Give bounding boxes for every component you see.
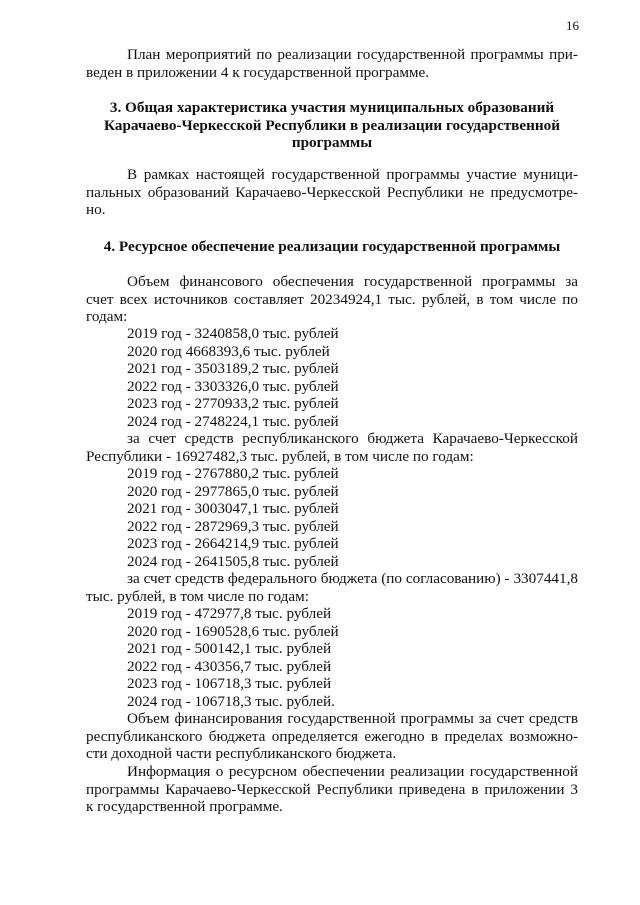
- paragraph-line: годам:: [86, 308, 128, 326]
- total-funding-by-year-list: [127, 325, 339, 430]
- list-item: 2019 год - 3240858,0 тыс. рублей: [127, 325, 339, 342]
- list-item: 2022 год - 430356,7 тыс. рублей: [127, 657, 332, 675]
- paragraph-line: Информация о ресурсном обеспечении реализации государственной: [127, 763, 578, 780]
- heading-line: 3. Общая характеристика участия муниципальных образований: [109, 99, 555, 116]
- list-item: 2024 год - 2641505,8 тыс. рублей: [127, 552, 339, 570]
- paragraph-line: веден в приложении 4 к государственной программе.: [86, 63, 430, 81]
- paragraph-line: Объем финансирования государственной программы за счет средств: [127, 710, 578, 727]
- list-item: 2024 год - 2748224,1 тыс. рублей: [127, 412, 339, 430]
- list-item: 2021 год - 500142,1 тыс. рублей: [127, 640, 332, 657]
- list-item: 2024 год - 106718,3 тыс. рублей.: [127, 692, 335, 710]
- paragraph-regional-budget: [86, 430, 578, 465]
- paragraph-federal-budget: [86, 570, 578, 605]
- regional-budget-by-year-list: [127, 465, 339, 570]
- heading-line: Карачаево-Черкесской Республики в реализации государственной: [104, 116, 560, 134]
- page-number: 16: [566, 18, 579, 33]
- paragraph-line: Объем финансового обеспечения государственной программы за: [127, 273, 578, 290]
- paragraph-line: к государственной программе.: [86, 798, 283, 816]
- paragraph-line: республиканского бюджета определяется ежегодно в пределах возможно-: [86, 727, 578, 745]
- paragraph-total-funding: [86, 273, 578, 326]
- list-item: 2020 год - 1690528,6 тыс. рублей: [127, 622, 339, 640]
- list-item: 2019 год - 472977,8 тыс. рублей: [127, 605, 332, 622]
- paragraph-line: за счет средств федерального бюджета (по согласованию) - 3307441,8: [127, 570, 578, 587]
- paragraph-line: План мероприятий по реализации государственной программы при-: [127, 46, 578, 63]
- list-item: 2023 год - 2770933,2 тыс. рублей: [127, 395, 339, 412]
- federal-budget-by-year-list: [127, 605, 339, 710]
- list-item: 2022 год - 2872969,3 тыс. рублей: [127, 517, 339, 535]
- list-item: 2022 год - 3303326,0 тыс. рублей: [127, 377, 339, 395]
- list-item: 2020 год 4668393,6 тыс. рублей: [127, 342, 330, 360]
- paragraph-line: Республики - 16927482,3 тыс. рублей, в том числе по годам:: [86, 447, 474, 465]
- list-item: 2021 год - 3003047,1 тыс. рублей: [127, 500, 339, 517]
- paragraph-municipal-participation: [86, 166, 578, 219]
- list-item: 2023 год - 2664214,9 тыс. рублей: [127, 535, 339, 552]
- paragraph-line: но.: [86, 201, 106, 219]
- list-item: 2023 год - 106718,3 тыс. рублей: [127, 675, 332, 692]
- paragraph-financing-determination: [86, 710, 578, 763]
- list-item: 2020 год - 2977865,0 тыс. рублей: [127, 482, 339, 500]
- heading-line: 4. Ресурсное обеспечение реализации государственной программы: [103, 238, 561, 255]
- paragraph-line: за счет средств республиканского бюджета Карачаево-Черкесской: [127, 430, 578, 447]
- paragraph-resource-info: [86, 763, 578, 816]
- paragraph-line: программы Карачаево-Черкесской Республики приведена в приложении 3: [86, 780, 578, 798]
- paragraph-line: сти доходной части республиканского бюджета.: [86, 745, 397, 763]
- section-3-heading: [86, 99, 578, 152]
- paragraph-plan-reference: [86, 46, 578, 81]
- list-item: 2021 год - 3503189,2 тыс. рублей: [127, 360, 339, 377]
- paragraph-line: счет всех источников составляет 20234924,1 тыс. рублей, в том числе по: [86, 290, 578, 308]
- list-item: 2019 год - 2767880,2 тыс. рублей: [127, 465, 339, 482]
- paragraph-line: тыс. рублей, в том числе по годам:: [86, 587, 309, 605]
- section-4-heading: [86, 238, 578, 256]
- heading-line: программы: [291, 134, 373, 152]
- paragraph-line: В рамках настоящей государственной программы участие муници-: [127, 166, 578, 183]
- paragraph-line: пальных образований Карачаево-Черкесской Республики не предусмотре-: [86, 183, 578, 201]
